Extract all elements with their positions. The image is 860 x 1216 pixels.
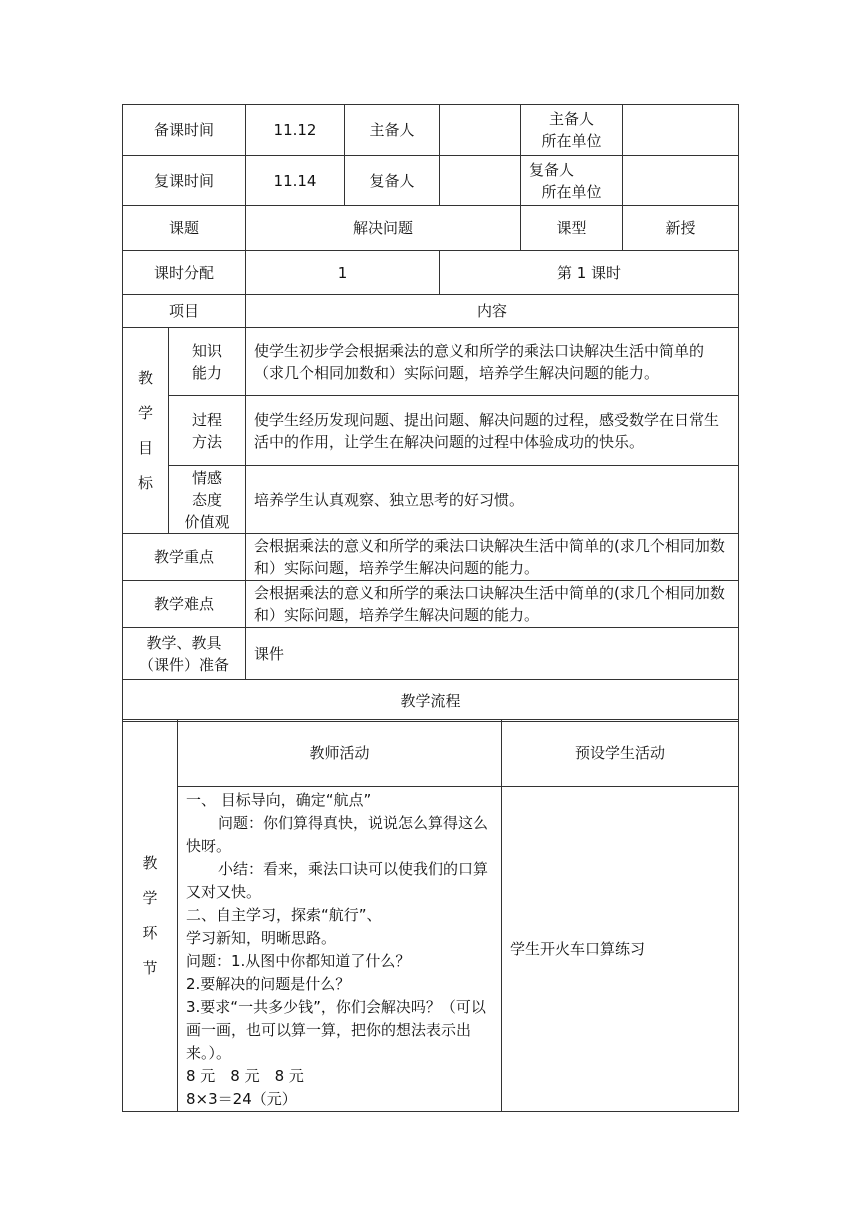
materials-label-line1: 教学、教具: [146, 633, 222, 652]
teacher-line: 小结：看来，乘法口诀可以使我们的口算又对又快。: [186, 860, 489, 901]
prep-time-label: 备课时间: [123, 105, 246, 156]
review-time-label: 复课时间: [123, 156, 246, 206]
student-activity-header: 预设学生活动: [502, 720, 739, 787]
objective-text-process: 使学生经历发现问题、提出问题、解决问题的过程，感受数学在日常生活中的作用，让学生在解决问题的过程中体验成功的快乐。: [246, 396, 739, 466]
teacher-line: 2.要解决的问题是什么？: [186, 975, 351, 993]
hours-value: 1: [246, 251, 440, 295]
flow-group-char-3: 环: [142, 923, 158, 942]
type-value: 新授: [623, 206, 739, 251]
objective-label-line: 价值观: [184, 512, 230, 531]
objective-label-line: 能力: [192, 363, 223, 382]
difficulty-row: [123, 581, 739, 628]
teacher-line: 3.要求“一共多少钱”，你们会解决吗？（可以画一画，也可以算一算，把你的想法表示出来。）。: [186, 998, 486, 1062]
flow-title: 教学流程: [123, 680, 739, 722]
teacher-line: 8 元 8 元 8 元: [186, 1067, 304, 1085]
teaching-flow-table: [122, 719, 739, 1112]
main-preparer-label: 主备人: [345, 105, 440, 156]
objective-label-line: 知识: [192, 341, 223, 360]
lesson-info-table: [122, 104, 739, 722]
content-label: 内容: [246, 295, 739, 328]
teacher-line: 学习新知，明晰思路。: [186, 929, 337, 947]
period-value: 第 1 课时: [440, 251, 739, 295]
main-preparer-value: [440, 105, 521, 156]
item-label: 项目: [123, 295, 246, 328]
teacher-line: 8×3＝24（元）: [186, 1090, 297, 1108]
teacher-line: 问题：你们算得真快，说说怎么算得这么快呀。: [186, 814, 489, 855]
review-unit-value: [623, 156, 739, 206]
materials-label: [123, 628, 246, 680]
materials-row: [123, 628, 739, 680]
reviewer-label: 复备人: [345, 156, 440, 206]
review-time-value: 11.14: [246, 156, 345, 206]
objective-row-knowledge: [123, 328, 739, 396]
review-row: [123, 156, 739, 206]
objectives-group-label: [123, 328, 169, 534]
review-unit-label-line2: 所在单位: [541, 182, 602, 201]
topic-label: 课题: [123, 206, 246, 251]
flow-group-char-1: 教: [142, 853, 158, 872]
main-unit-label-line2: 所在单位: [541, 132, 602, 150]
flow-group-char-2: 学: [142, 888, 158, 907]
teacher-line: 二、自主学习，探索“航行”、: [186, 906, 382, 924]
main-unit-label: [521, 105, 623, 156]
prep-time-value: 11.12: [246, 105, 345, 156]
objective-label-process: [169, 396, 246, 466]
teacher-line: 问题：1.从图中你都知道了什么？: [186, 952, 411, 970]
item-header-row: [123, 295, 739, 328]
objectives-group-char-1: 教: [137, 368, 153, 387]
objective-label-attitude: [169, 466, 246, 534]
prep-row: [123, 105, 739, 156]
objectives-group-char-4: 标: [137, 473, 153, 492]
main-unit-value: [623, 105, 739, 156]
flow-title-row: [123, 680, 739, 722]
objective-row-attitude: [123, 466, 739, 534]
flow-group-char-4: 节: [142, 958, 158, 977]
teacher-activity-header: 教师活动: [178, 720, 502, 787]
objective-label-knowledge: [169, 328, 246, 396]
difficulty-label: 教学难点: [123, 581, 246, 628]
objective-label-line: 态度: [192, 490, 223, 509]
objective-label-line: 情感: [192, 468, 223, 487]
objective-label-line: 方法: [192, 432, 223, 451]
materials-label-line2: （课件）准备: [139, 655, 230, 674]
objective-label-line: 过程: [192, 410, 223, 429]
objective-row-process: [123, 396, 739, 466]
teacher-activity-content: [178, 787, 502, 1112]
objectives-group-char-2: 学: [137, 403, 153, 422]
topic-row: [123, 206, 739, 251]
student-activity-content: 学生开火车口算练习: [502, 787, 739, 1112]
difficulty-text: 会根据乘法的意义和所学的乘法口诀解决生活中简单的(求几个相同加数和）实际问题，培养学生解决问题的能力。: [246, 581, 739, 628]
hours-row: [123, 251, 739, 295]
review-unit-label: [521, 156, 623, 206]
flow-header-row: [123, 720, 739, 787]
objective-text-attitude: 培养学生认真观察、独立思考的好习惯。: [246, 466, 739, 534]
main-unit-label-line1: 主备人: [549, 110, 595, 128]
flow-group-label: [123, 720, 178, 1112]
type-label: 课型: [521, 206, 623, 251]
review-unit-label-line1: 复备人: [529, 160, 575, 179]
key-point-label: 教学重点: [123, 534, 246, 581]
key-point-text: 会根据乘法的意义和所学的乘法口诀解决生活中简单的(求几个相同加数和）实际问题，培养学生解决问题的能力。: [246, 534, 739, 581]
materials-text: 课件: [246, 628, 739, 680]
flow-content-row: [123, 787, 739, 1112]
reviewer-value: [440, 156, 521, 206]
objective-text-knowledge: 使学生初步学会根据乘法的意义和所学的乘法口诀解决生活中简单的（求几个相同加数和）实际问题，培养学生解决问题的能力。: [246, 328, 739, 396]
objectives-group-char-3: 目: [137, 438, 153, 457]
hours-label: 课时分配: [123, 251, 246, 295]
teacher-line: 一、 目标导向，确定“航点”: [186, 791, 372, 809]
topic-value: 解决问题: [246, 206, 521, 251]
key-point-row: [123, 534, 739, 581]
